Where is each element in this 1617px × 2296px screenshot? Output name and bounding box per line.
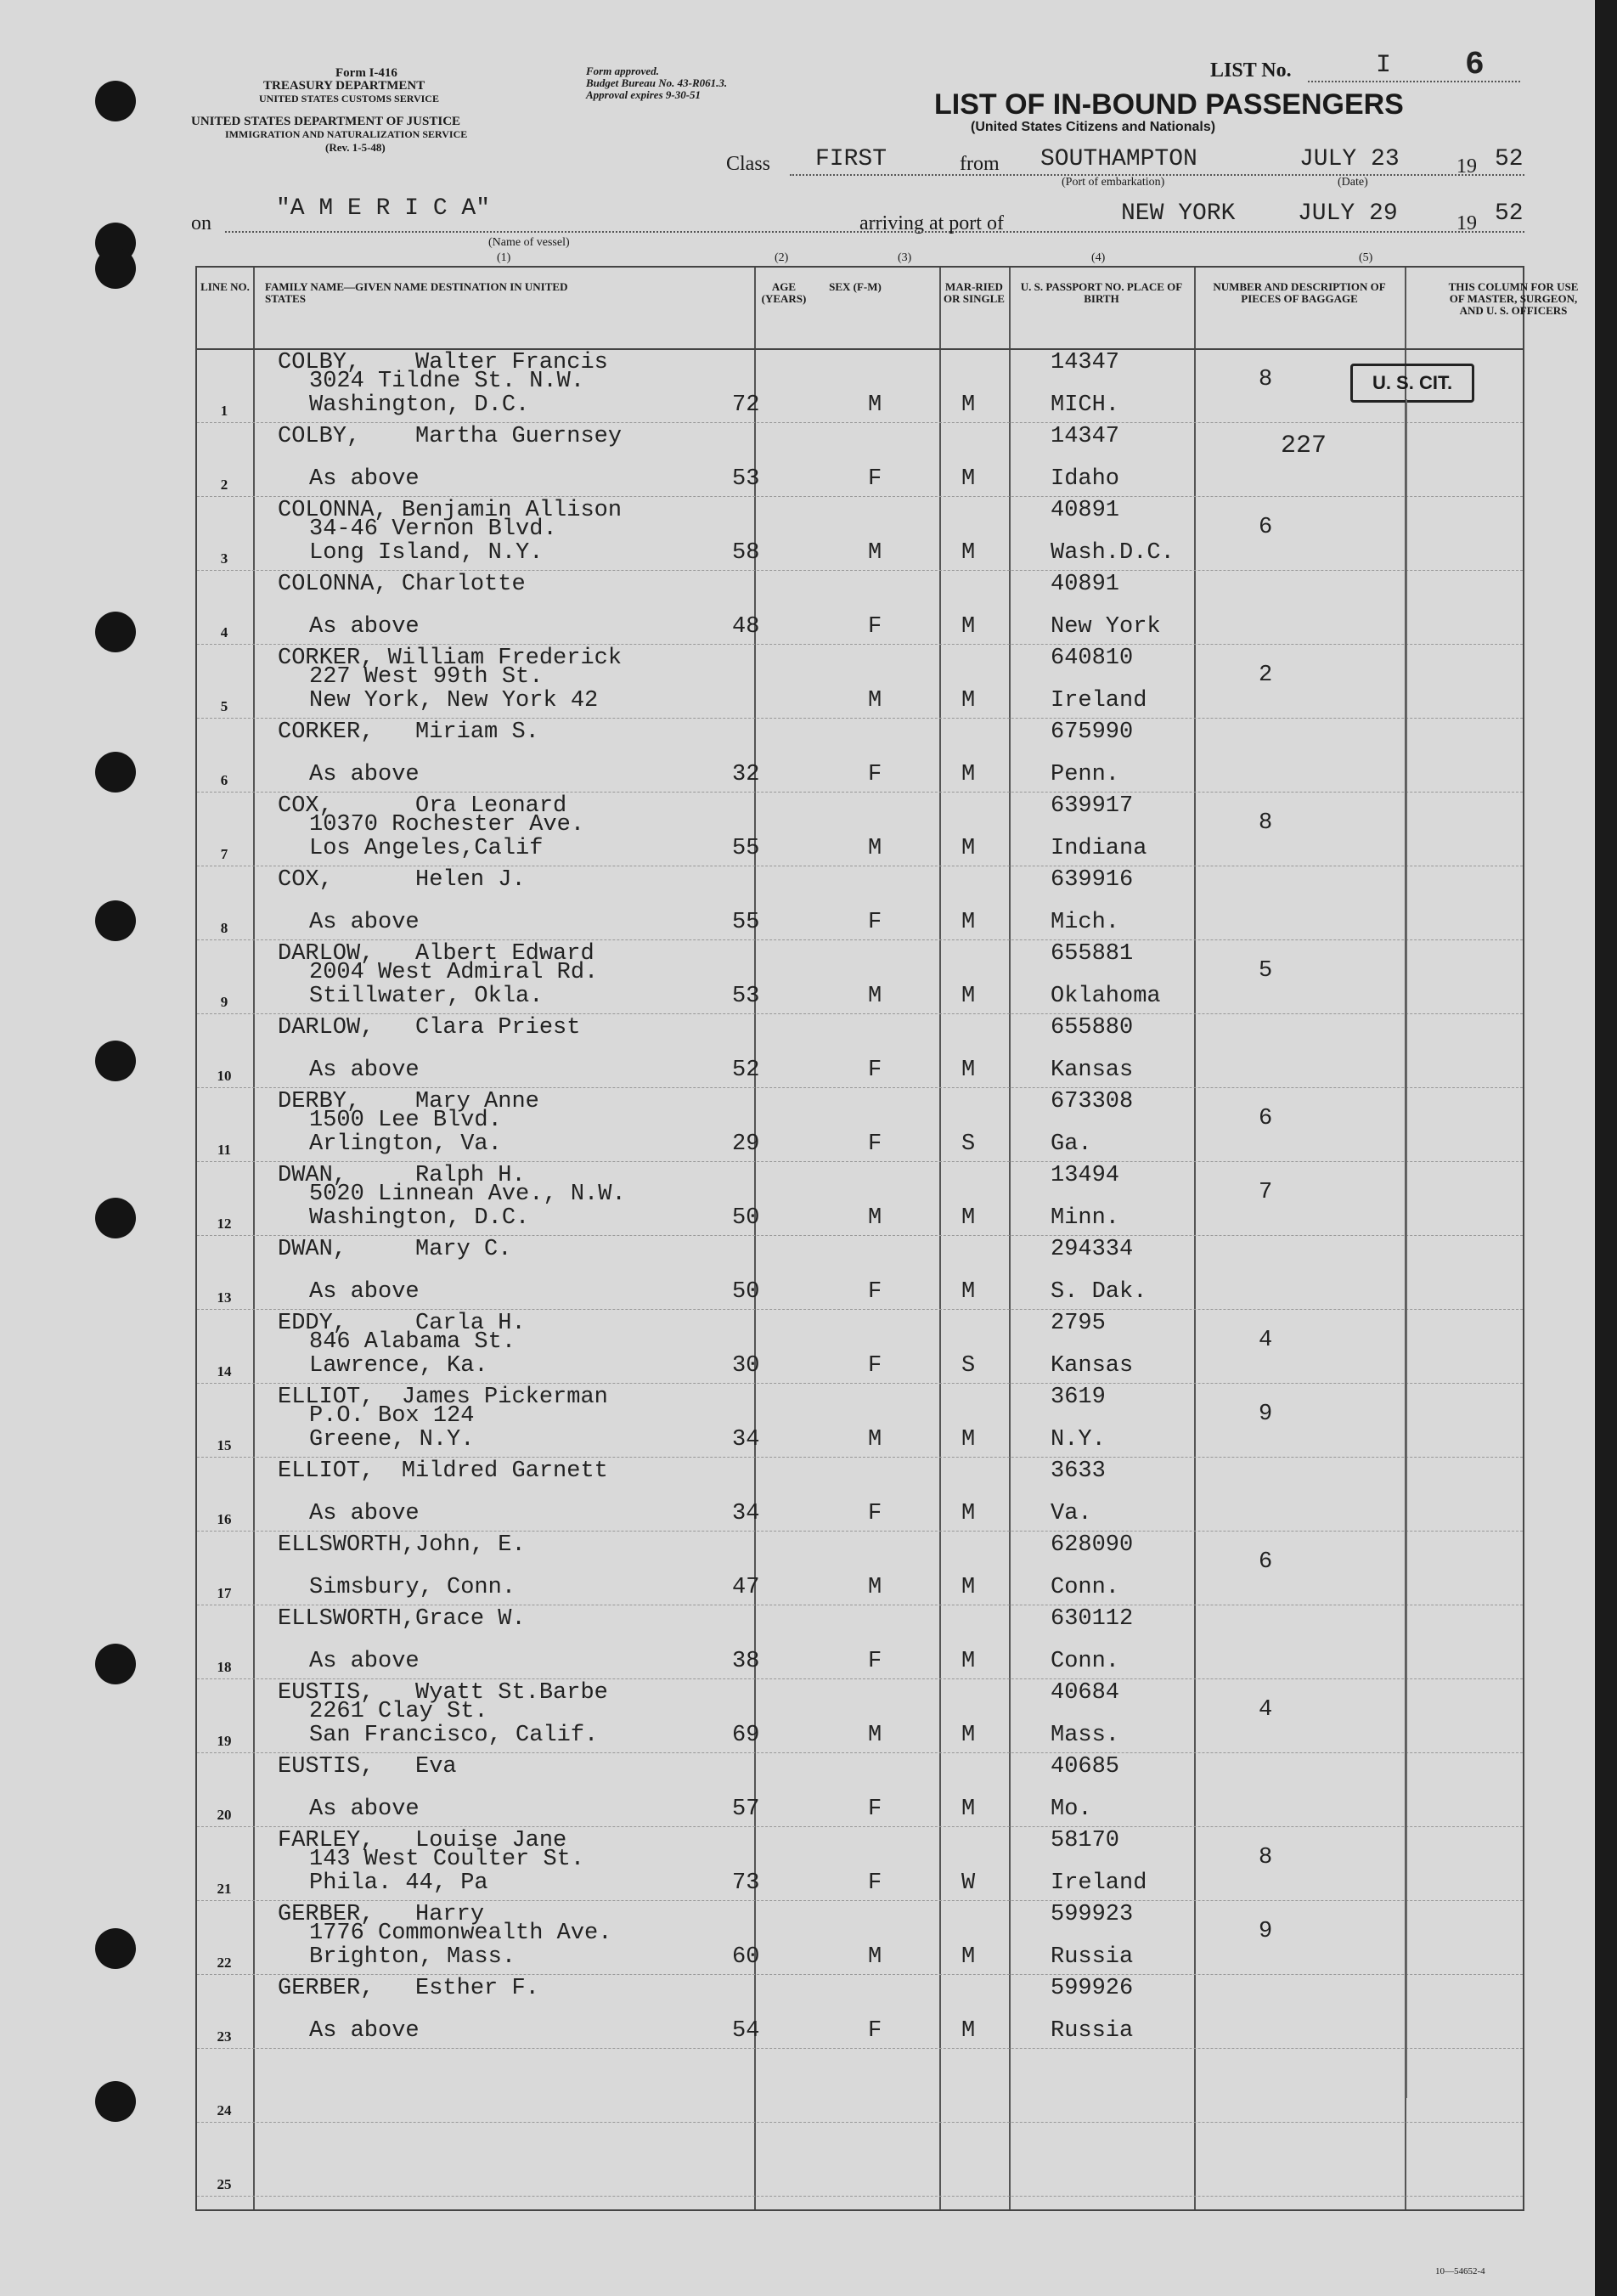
passenger-destination: Greene, N.Y.: [309, 1427, 475, 1453]
place-of-birth: Wash.D.C.: [1051, 540, 1175, 566]
passenger-destination: As above: [309, 1058, 420, 1083]
passenger-age: 54: [732, 2018, 760, 2044]
line-number: 15: [217, 1437, 232, 1453]
place-of-birth: Minn.: [1051, 1205, 1120, 1231]
passenger-destination: Washington, D.C.: [309, 392, 530, 418]
passenger-sex: M: [868, 688, 882, 714]
place-of-birth: Oklahoma: [1051, 984, 1161, 1009]
baggage-count: 9: [1259, 1402, 1273, 1427]
form-number: Form I-416: [335, 66, 397, 80]
punch-hole: [95, 81, 136, 121]
class-value: FIRST: [815, 146, 887, 172]
passenger-destination: As above: [309, 614, 420, 640]
passenger-address: 1500 Lee Blvd.: [309, 1108, 502, 1133]
punch-hole: [95, 1041, 136, 1081]
passenger-table: [195, 266, 1579, 2211]
line-number: 20: [217, 1807, 232, 1823]
passenger-sex: M: [868, 1944, 882, 1970]
passenger-sex: F: [868, 1279, 882, 1305]
port-embarkation-caption: (Port of embarkation): [1062, 176, 1165, 189]
passenger-address: 846 Alabama St.: [309, 1329, 516, 1355]
passenger-name: ELLIOT, James Pickerman: [278, 1385, 608, 1410]
passenger-destination: As above: [309, 2018, 420, 2044]
passenger-address: 227 West 99th St.: [309, 664, 544, 690]
passenger-age: 32: [732, 762, 760, 787]
passenger-marital-status: M: [961, 1944, 976, 1970]
passenger-destination: Long Island, N.Y.: [309, 540, 544, 566]
approval-2: Budget Bureau No. 43-R061.3.: [586, 76, 728, 89]
vessel-caption: (Name of vessel): [488, 236, 570, 249]
line-number: 14: [217, 1363, 232, 1379]
line-number: 12: [217, 1216, 232, 1232]
passenger-name: EDDY, Carla H.: [278, 1311, 526, 1336]
passenger-marital-status: M: [961, 1723, 976, 1748]
passenger-age: 50: [732, 1205, 760, 1231]
passenger-sex: M: [868, 540, 882, 566]
passenger-marital-status: M: [961, 614, 976, 640]
passport-number: 40891: [1051, 498, 1120, 523]
line-number: 23: [217, 2028, 232, 2045]
baggage-count: 2: [1259, 663, 1273, 688]
place-of-birth: Va.: [1051, 1501, 1092, 1526]
col-num-3: (3): [898, 251, 912, 264]
line-number: 8: [220, 920, 228, 936]
place-of-birth: S. Dak.: [1051, 1279, 1147, 1305]
passenger-destination: As above: [309, 1797, 420, 1822]
passenger-marital-status: M: [961, 1427, 976, 1453]
from-label: from: [960, 153, 1000, 175]
page-subtitle: (United States Citizens and Nationals): [971, 120, 1216, 134]
punch-hole: [95, 752, 136, 793]
place-of-birth: MICH.: [1051, 392, 1120, 418]
col-num-2: (2): [775, 251, 789, 264]
baggage-count: 6: [1259, 1106, 1273, 1131]
line-number: 10: [217, 1068, 232, 1084]
passenger-sex: F: [868, 910, 882, 935]
passenger-age: 55: [732, 836, 760, 861]
punch-hole: [95, 1928, 136, 1969]
line-number: 13: [217, 1289, 232, 1306]
passenger-destination: Simsbury, Conn.: [309, 1575, 516, 1600]
line-number: 19: [217, 1733, 232, 1749]
baggage-count: 8: [1259, 367, 1273, 392]
passenger-sex: M: [868, 1427, 882, 1453]
passenger-address: P.O. Box 124: [309, 1403, 475, 1429]
place-of-birth: Mo.: [1051, 1797, 1092, 1822]
passenger-address: 34-46 Vernon Blvd.: [309, 516, 557, 542]
baggage-count: 4: [1259, 1697, 1273, 1723]
passenger-marital-status: S: [961, 1353, 976, 1379]
place-of-birth: Mich.: [1051, 910, 1120, 935]
col-header-baggage: NUMBER AND DESCRIPTION OF PIECES OF BAGGAGE: [1213, 280, 1386, 305]
passenger-destination: Phila. 44, Pa: [309, 1870, 488, 1896]
year-prefix: 19: [1456, 155, 1477, 178]
passenger-sex: F: [868, 1058, 882, 1083]
line-number: 1: [220, 403, 228, 419]
passport-number: 639916: [1051, 867, 1134, 893]
line-number: 5: [220, 698, 228, 714]
passenger-age: 69: [732, 1723, 760, 1748]
passport-number: 599923: [1051, 1902, 1134, 1927]
line-number: 16: [217, 1511, 232, 1527]
line-number: 2: [220, 477, 228, 493]
us-citizen-stamp: U. S. CIT.: [1350, 364, 1474, 403]
passenger-sex: M: [868, 1723, 882, 1748]
passenger-marital-status: M: [961, 466, 976, 492]
embark-year: 52: [1495, 146, 1524, 172]
place-of-birth: N.Y.: [1051, 1427, 1106, 1453]
punch-hole: [95, 2081, 136, 2122]
col-header-passport: U. S. PASSPORT NO. PLACE OF BIRTH: [1020, 280, 1183, 305]
passenger-age: 72: [732, 392, 760, 418]
vessel-name: "A M E R I C A": [276, 195, 491, 222]
col-header-married: MAR-RIED OR SINGLE: [944, 280, 1005, 305]
col-header-line: LINE NO.: [200, 280, 250, 293]
line-number: 21: [217, 1881, 232, 1897]
passenger-age: 60: [732, 1944, 760, 1970]
list-label: LIST No.: [1210, 59, 1292, 82]
passenger-sex: M: [868, 1575, 882, 1600]
passenger-name: GERBER, Esther F.: [278, 1976, 539, 2001]
passport-number: 675990: [1051, 719, 1134, 745]
place-of-birth: Kansas: [1051, 1058, 1134, 1083]
passenger-address: 2004 West Admiral Rd.: [309, 960, 599, 985]
passenger-name: CORKER, Miriam S.: [278, 719, 539, 745]
line-number: 18: [217, 1659, 232, 1675]
list-number: 6: [1465, 47, 1485, 83]
passenger-name: COLONNA, Charlotte: [278, 572, 526, 597]
passport-number: 628090: [1051, 1532, 1134, 1558]
passenger-sex: F: [868, 466, 882, 492]
passenger-age: 29: [732, 1131, 760, 1157]
line-number: 9: [220, 994, 228, 1010]
passenger-marital-status: M: [961, 1279, 976, 1305]
passenger-sex: F: [868, 614, 882, 640]
ins-label: IMMIGRATION AND NATURALIZATION SERVICE: [225, 128, 468, 140]
punch-hole: [95, 900, 136, 941]
baggage-count: 9: [1259, 1919, 1273, 1944]
baggage-count: 8: [1259, 1845, 1273, 1870]
passenger-marital-status: M: [961, 1649, 976, 1674]
passenger-age: 34: [732, 1427, 760, 1453]
passenger-marital-status: M: [961, 836, 976, 861]
arriving-label: arriving at port of: [859, 212, 1004, 234]
place-of-birth: Ireland: [1051, 1870, 1147, 1896]
passenger-address: 5020 Linnean Ave., N.W.: [309, 1182, 626, 1207]
baggage-count: 6: [1259, 515, 1273, 540]
passport-number: 14347: [1051, 350, 1120, 375]
place-of-birth: Russia: [1051, 2018, 1134, 2044]
passenger-age: 50: [732, 1279, 760, 1305]
passenger-marital-status: M: [961, 1575, 976, 1600]
year-prefix-2: 19: [1456, 212, 1477, 234]
place-of-birth: Mass.: [1051, 1723, 1120, 1748]
port-embarkation: SOUTHAMPTON: [1040, 146, 1197, 172]
baggage-count: 4: [1259, 1328, 1273, 1353]
passenger-marital-status: M: [961, 762, 976, 787]
passenger-age: 48: [732, 614, 760, 640]
passenger-marital-status: M: [961, 688, 976, 714]
passenger-age: 53: [732, 466, 760, 492]
passenger-name: COX, Ora Leonard: [278, 793, 567, 819]
line-number: 6: [220, 772, 228, 788]
passenger-age: 30: [732, 1353, 760, 1379]
punch-hole: [95, 248, 136, 289]
passenger-sex: F: [868, 1870, 882, 1896]
passenger-name: COLONNA, Benjamin Allison: [278, 498, 623, 523]
passenger-marital-status: S: [961, 1131, 976, 1157]
arrival-date: JULY 29: [1298, 200, 1398, 227]
embark-date: JULY 23: [1299, 146, 1400, 172]
passenger-name: DWAN, Mary C.: [278, 1237, 512, 1262]
place-of-birth: Conn.: [1051, 1649, 1120, 1674]
doj-label: UNITED STATES DEPARTMENT OF JUSTICE: [191, 115, 461, 128]
passenger-name: COLBY, Walter Francis: [278, 350, 608, 375]
passenger-name: DERBY, Mary Anne: [278, 1089, 539, 1114]
line-number: 3: [220, 550, 228, 567]
passenger-destination: Washington, D.C.: [309, 1205, 530, 1231]
passenger-address: 2261 Clay St.: [309, 1699, 488, 1724]
passport-number: 40685: [1051, 1754, 1120, 1780]
passenger-marital-status: M: [961, 1058, 976, 1083]
treasury-label: TREASURY DEPARTMENT: [263, 79, 425, 93]
place-of-birth: New York: [1051, 614, 1161, 640]
passenger-sex: M: [868, 984, 882, 1009]
class-label: Class: [726, 153, 771, 175]
passenger-destination: As above: [309, 1649, 420, 1674]
passenger-name: DARLOW, Clara Priest: [278, 1015, 581, 1041]
passenger-name: ELLSWORTH,John, E.: [278, 1532, 526, 1558]
passport-number: 640810: [1051, 646, 1134, 671]
col-header-age: AGE (YEARS): [761, 280, 807, 305]
arrival-port: NEW YORK: [1121, 200, 1236, 227]
passenger-destination: As above: [309, 1501, 420, 1526]
passenger-marital-status: M: [961, 540, 976, 566]
passenger-sex: F: [868, 1649, 882, 1674]
baggage-count: 5: [1259, 958, 1273, 984]
passenger-name: FARLEY, Louise Jane: [278, 1828, 567, 1853]
approval-1: Form approved.: [586, 65, 659, 77]
col-num-1: (1): [497, 251, 511, 264]
passport-number: 3619: [1051, 1385, 1106, 1410]
passenger-age: 55: [732, 910, 760, 935]
passenger-marital-status: W: [961, 1870, 976, 1896]
place-of-birth: Russia: [1051, 1944, 1134, 1970]
col-header-name: FAMILY NAME—GIVEN NAME DESTINATION IN UNITED STATES: [265, 280, 568, 305]
passenger-name: COLBY, Martha Guernsey: [278, 424, 623, 449]
passenger-name: CORKER, William Frederick: [278, 646, 623, 671]
baggage-count: 6: [1259, 1549, 1273, 1575]
on-label: on: [191, 212, 211, 234]
line-number: 4: [220, 624, 228, 640]
place-of-birth: Idaho: [1051, 466, 1120, 492]
passenger-marital-status: M: [961, 910, 976, 935]
place-of-birth: Ga.: [1051, 1131, 1092, 1157]
col-num-5: (5): [1359, 251, 1373, 264]
passenger-age: 38: [732, 1649, 760, 1674]
passenger-age: 57: [732, 1797, 760, 1822]
line-number: 22: [217, 1955, 232, 1971]
passport-number: 13494: [1051, 1163, 1120, 1188]
passenger-name: COX, Helen J.: [278, 867, 526, 893]
passenger-marital-status: M: [961, 1797, 976, 1822]
approval-3: Approval expires 9-30-51: [586, 88, 701, 101]
punch-hole: [95, 1198, 136, 1238]
passenger-name: DARLOW, Albert Edward: [278, 941, 594, 967]
baggage-count: 8: [1259, 810, 1273, 836]
rev-label: (Rev. 1-5-48): [325, 141, 386, 154]
passenger-marital-status: M: [961, 392, 976, 418]
col-header-officers: THIS COLUMN FOR USE OF MASTER, SURGEON, AND U. S. OFFICERS: [1448, 280, 1579, 317]
passenger-address: 1776 Commonwealth Ave.: [309, 1921, 612, 1946]
col-header-sex: SEX (F-M): [829, 280, 882, 293]
passenger-age: 47: [732, 1575, 760, 1600]
passenger-sex: F: [868, 1353, 882, 1379]
place-of-birth: Ireland: [1051, 688, 1147, 714]
passenger-destination: As above: [309, 466, 420, 492]
passenger-address: 10370 Rochester Ave.: [309, 812, 585, 838]
date-caption: (Date): [1338, 176, 1368, 189]
passenger-sex: M: [868, 836, 882, 861]
line-number: 17: [217, 1585, 232, 1601]
place-of-birth: Kansas: [1051, 1353, 1134, 1379]
passenger-destination: New York, New York 42: [309, 688, 599, 714]
passenger-destination: Brighton, Mass.: [309, 1944, 516, 1970]
passenger-destination: As above: [309, 910, 420, 935]
passport-number: 40684: [1051, 1680, 1120, 1706]
passport-number: 673308: [1051, 1089, 1134, 1114]
passenger-destination: As above: [309, 762, 420, 787]
arrival-year: 52: [1495, 200, 1524, 227]
list-prefix: I: [1376, 51, 1392, 80]
passenger-sex: F: [868, 1501, 882, 1526]
passenger-name: EUSTIS, Eva: [278, 1754, 457, 1780]
officer-note: 227: [1281, 432, 1327, 460]
passenger-sex: M: [868, 1205, 882, 1231]
passport-number: 14347: [1051, 424, 1120, 449]
passenger-address: 143 West Coulter St.: [309, 1847, 585, 1872]
passport-number: 599926: [1051, 1976, 1134, 2001]
line-number: 25: [217, 2176, 232, 2192]
punch-hole: [95, 1644, 136, 1684]
passenger-name: EUSTIS, Wyatt St.Barbe: [278, 1680, 608, 1706]
passport-number: 630112: [1051, 1606, 1134, 1632]
baggage-count: 7: [1259, 1180, 1273, 1205]
passport-number: 655881: [1051, 941, 1134, 967]
passenger-age: 53: [732, 984, 760, 1009]
passport-number: 2795: [1051, 1311, 1106, 1336]
passenger-sex: F: [868, 2018, 882, 2044]
place-of-birth: Conn.: [1051, 1575, 1120, 1600]
passenger-sex: F: [868, 1797, 882, 1822]
passenger-destination: Los Angeles,Calif: [309, 836, 544, 861]
passport-number: 3633: [1051, 1458, 1106, 1484]
page-title: LIST OF IN-BOUND PASSENGERS: [934, 88, 1404, 121]
passenger-name: ELLSWORTH,Grace W.: [278, 1606, 526, 1632]
passenger-age: 52: [732, 1058, 760, 1083]
passenger-age: 73: [732, 1870, 760, 1896]
passenger-marital-status: M: [961, 1205, 976, 1231]
passenger-name: ELLIOT, Mildred Garnett: [278, 1458, 608, 1484]
passenger-age: 58: [732, 540, 760, 566]
line-number: 7: [220, 846, 228, 862]
passenger-age: 34: [732, 1501, 760, 1526]
passenger-destination: Stillwater, Okla.: [309, 984, 544, 1009]
passenger-sex: M: [868, 392, 882, 418]
col-num-4: (4): [1091, 251, 1106, 264]
passenger-sex: F: [868, 1131, 882, 1157]
passenger-marital-status: M: [961, 1501, 976, 1526]
passenger-address: 3024 Tildne St. N.W.: [309, 369, 585, 394]
line-number: 11: [217, 1142, 232, 1158]
passenger-name: DWAN, Ralph H.: [278, 1163, 526, 1188]
passenger-destination: Arlington, Va.: [309, 1131, 502, 1157]
passport-number: 294334: [1051, 1237, 1134, 1262]
line-number: 24: [217, 2102, 232, 2118]
place-of-birth: Indiana: [1051, 836, 1147, 861]
passport-number: 639917: [1051, 793, 1134, 819]
passport-number: 40891: [1051, 572, 1120, 597]
passenger-sex: F: [868, 762, 882, 787]
punch-hole: [95, 612, 136, 652]
footer-code: 10—54652-4: [1435, 2266, 1485, 2276]
passenger-destination: Lawrence, Ka.: [309, 1353, 488, 1379]
place-of-birth: Penn.: [1051, 762, 1120, 787]
passport-number: 58170: [1051, 1828, 1120, 1853]
passenger-destination: San Francisco, Calif.: [309, 1723, 599, 1748]
customs-label: UNITED STATES CUSTOMS SERVICE: [259, 93, 439, 104]
passenger-destination: As above: [309, 1279, 420, 1305]
passenger-marital-status: M: [961, 984, 976, 1009]
passport-number: 655880: [1051, 1015, 1134, 1041]
passenger-marital-status: M: [961, 2018, 976, 2044]
passenger-name: GERBER, Harry: [278, 1902, 485, 1927]
